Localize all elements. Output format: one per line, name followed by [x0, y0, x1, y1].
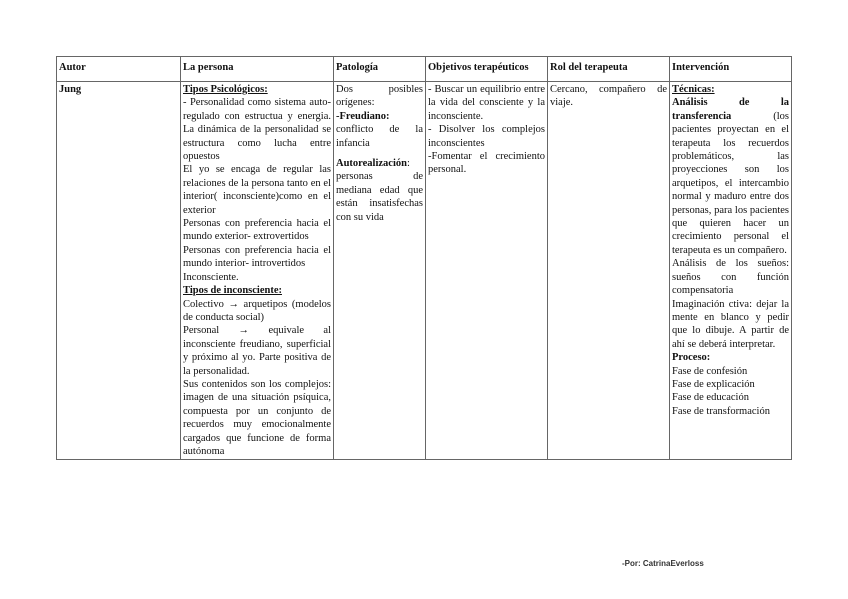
header-row — [57, 57, 792, 82]
analisis-suenos: Análisis de los sueños: sueños con función compensatoria — [672, 258, 789, 297]
analisis-transferencia — [672, 96, 789, 257]
persona-p7: Personal → equivale al inconsciente freudiano, superficial y próximo al yo. Parte positiva de la personalidad. — [183, 325, 331, 377]
cell-objetivos — [426, 82, 548, 460]
header-autor: Autor — [57, 57, 181, 82]
tipos-psicologicos-title: Tipos Psicológicos: — [183, 84, 268, 95]
header-objetivos: Objetivos terapéuticos — [426, 57, 548, 82]
persona-p8: Sus contenidos son los complejos: imagen de una situación psíquica, compuesta por un conjunto de recuerdos muy emocionalmente cargados que funcione de forma autónoma — [183, 378, 331, 457]
cell-autor — [57, 82, 181, 460]
patologia-auto — [336, 157, 423, 224]
fase-item: Fase de confesión — [672, 365, 748, 377]
summary-table — [56, 56, 792, 460]
proceso-title: Proceso: — [672, 352, 711, 364]
spacer — [336, 150, 423, 157]
table-row — [57, 82, 792, 460]
header-rol: Rol del terapeuta — [548, 57, 670, 82]
author-footer: -Por: CatrinaEverloss — [622, 559, 704, 568]
persona-p5: Inconsciente. — [183, 271, 239, 283]
cell-persona — [181, 82, 334, 460]
persona-p6: Colectivo → arquetipos (modelos de conducta social) — [183, 298, 331, 323]
objetivo-1: - Buscar un equilibrio entre la vida del consciente y la inconsciente. — [428, 84, 545, 122]
cell-patologia — [334, 82, 426, 460]
header-persona: La persona — [181, 57, 334, 82]
fase-item: Fase de explicación — [672, 378, 755, 390]
header-patologia: Patología — [334, 57, 426, 82]
freudiano-label: -Freudiano: — [336, 110, 390, 122]
header-intervencion: Intervención — [670, 57, 792, 82]
persona-p1: - Personalidad como sistema auto-regulado con estructua y energia. La dinámica de la personalidad se estructura como lucha entre opuestos — [183, 97, 331, 163]
persona-p3: Personas con preferencia hacia el mundo exterior- extrovertidos — [183, 218, 331, 243]
analisis-text: (los pacientes proyectan en el terapeuta los recuerdos problemáticos, las proyecciones son los arquetipos, el intercambio normal y maduro entre dos personas, para los pacientes que quieren hacer un crecimiento personal el terapeuta es un compañero. — [672, 110, 789, 256]
cell-intervencion — [670, 82, 792, 460]
objetivo-2: - Disolver los complejos inconscientes — [428, 124, 545, 149]
cell-rol — [548, 82, 670, 460]
freudiano-text: conflicto de la infancia — [336, 124, 423, 149]
objetivo-3: -Fomentar el crecimiento personal. — [428, 151, 545, 176]
auto-label: Autorealización — [336, 158, 407, 170]
analisis-label: Análisis de la transferencia — [672, 97, 789, 122]
rol-text: Cercano, compañero de viaje. — [550, 84, 667, 109]
autor-name: Jung — [59, 84, 82, 95]
persona-p2: El yo se encaga de regular las relaciones de la persona tanto en el interior( inconsciente)como en el exterior — [183, 164, 331, 216]
tecnicas-title: Técnicas: — [672, 84, 715, 95]
imaginacion-activa: Imaginación ctiva: dejar la mente en blanco y pedir que lo dibuje. A partir de ahí se deberá interpretar. — [672, 298, 789, 350]
fase-item: Fase de educación — [672, 392, 749, 404]
fase-item: Fase de transformación — [672, 405, 770, 417]
tipos-inconsciente-title: Tipos de inconsciente: — [183, 285, 282, 297]
patologia-freudiano — [336, 110, 423, 150]
persona-p4: Personas con preferencia hacia el mundo interior- introvertidos — [183, 244, 331, 270]
auto-text: : personas de mediana edad que están insatisfechas con su vida — [336, 158, 423, 223]
patologia-intro: Dos posibles orígenes: — [336, 84, 423, 109]
